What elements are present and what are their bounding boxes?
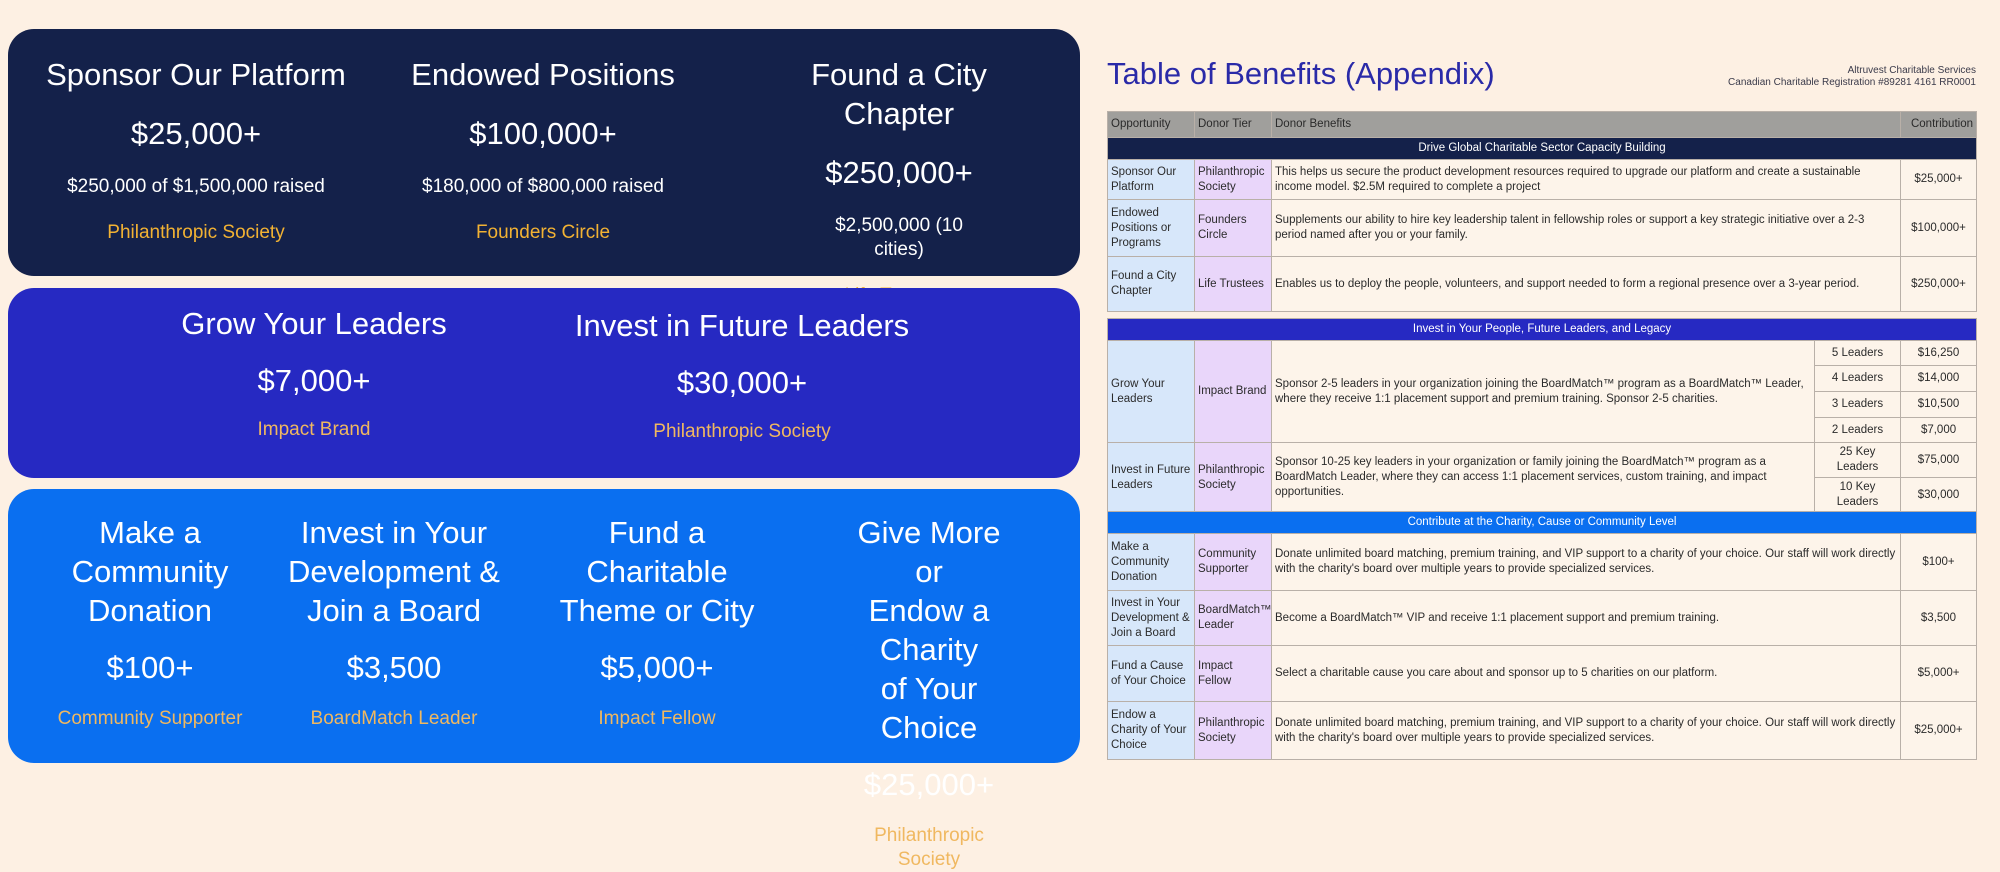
row-opportunity: Grow Your Leaders (1108, 341, 1195, 443)
card-title: Invest in Future Leaders (574, 308, 910, 343)
row-tier: Philanthropic Society (1195, 702, 1272, 760)
row-benefits: Sponsor 10-25 key leaders in your organization or family joining the BoardMatch™ program as a BoardMatch Leader, where they can access 1:1 placement services, custom training, and impact opportunities. (1272, 443, 1815, 513)
capacity-building-panel (8, 29, 1080, 276)
community-donation-card[interactable] (58, 513, 243, 731)
card-tier: Founders Circle (475, 222, 611, 243)
card-amount: $250,000+ (825, 155, 973, 190)
level-amount: $10,500 (1901, 392, 1977, 418)
level-amount: $30,000 (1901, 478, 1977, 513)
card-tier: Philanthropic Society (107, 222, 285, 243)
row-opportunity: Endow a Charity of Your Choice (1108, 702, 1195, 760)
level-label: 4 Leaders (1815, 366, 1901, 392)
card-tier: Philanthropic Society (874, 825, 984, 870)
level-label: 10 Key Leaders (1815, 478, 1901, 513)
row-opportunity: Make a Community Donation (1108, 534, 1195, 591)
card-title: Sponsor Our Platform (46, 57, 346, 92)
card-title-line: of Your Choice (880, 671, 978, 745)
row-benefits: Enables us to deploy the people, volunteers, and support needed to form a regional presence over a 3-year period. (1272, 257, 1901, 312)
card-title-line: Give More or (857, 515, 1001, 589)
benefits-table-community (1107, 511, 1977, 760)
row-tier: Community Supporter (1195, 534, 1272, 591)
org-name: Altruvest Charitable Services (1847, 65, 1976, 76)
row-opportunity: Invest in Future Leaders (1108, 443, 1195, 513)
card-title: Grow Your Leaders (181, 306, 447, 341)
section-heading-row (1108, 138, 1977, 160)
table-row (1108, 646, 1977, 702)
section-heading: Drive Global Charitable Sector Capacity Building (1108, 138, 1977, 160)
card-tier: Impact Brand (257, 419, 371, 440)
card-amount: $25,000+ (130, 116, 262, 151)
level-amount: $14,000 (1901, 366, 1977, 392)
card-title-line: Development & (288, 554, 500, 589)
table-row (1108, 702, 1977, 760)
row-contribution: $5,000+ (1901, 646, 1977, 702)
org-info (1728, 65, 1976, 89)
card-progress: $2,500,000 (10 cities) (835, 215, 963, 260)
benefits-table-leaders (1107, 318, 1977, 513)
level-amount: $16,250 (1901, 341, 1977, 366)
row-opportunity: Fund a Cause of Your Choice (1108, 646, 1195, 702)
row-tier: Philanthropic Society (1195, 443, 1272, 513)
row-benefits: Donate unlimited board matching, premium training, and VIP support to a charity of your choice. Our staff will work directly with the charity's board over multiple years to provide specialized services. (1272, 534, 1901, 591)
header-tier: Donor Tier (1195, 112, 1272, 138)
row-opportunity: Invest in Your Development & Join a Board (1108, 591, 1195, 646)
section-heading-row (1108, 512, 1977, 534)
table-row (1108, 160, 1977, 200)
row-tier: Founders Circle (1195, 200, 1272, 257)
card-title (854, 513, 1005, 747)
card-amount: $3,500 (346, 650, 442, 685)
row-tier: Impact Fellow (1195, 646, 1272, 702)
row-benefits: Supplements our ability to hire key leadership talent in fellowship roles or support a key strategic initiative over a 2-3 period named after you or your family. (1272, 200, 1901, 257)
table-row (1108, 534, 1977, 591)
level-label: 3 Leaders (1815, 392, 1901, 418)
table-row (1108, 200, 1977, 257)
table-row (1108, 257, 1977, 312)
card-title-line: Invest in Your (300, 515, 488, 550)
row-tier: BoardMatch™ Leader (1195, 591, 1272, 646)
appendix-title: Table of Benefits (Appendix) (1107, 56, 1495, 91)
card-tier: BoardMatch Leader (310, 708, 478, 729)
join-board-card[interactable] (288, 513, 500, 731)
card-title: Found a City Chapter (811, 57, 987, 131)
level-amount: $7,000 (1901, 418, 1977, 443)
table-row (1108, 591, 1977, 646)
grow-leaders-card[interactable] (181, 304, 446, 442)
card-title-line: Charitable (586, 554, 728, 589)
row-contribution: $250,000+ (1901, 257, 1977, 312)
card-title (560, 513, 755, 630)
level-label: 5 Leaders (1815, 341, 1901, 366)
row-opportunity: Found a City Chapter (1108, 257, 1195, 312)
level-label: 2 Leaders (1815, 418, 1901, 443)
card-title-line: Endow a Charity (868, 593, 990, 667)
card-title-line: Join a Board (306, 593, 482, 628)
community-panel (8, 489, 1080, 870)
row-benefits: Become a BoardMatch™ VIP and receive 1:1 placement support and premium training. (1272, 591, 1901, 646)
card-amount: $7,000+ (257, 363, 371, 398)
table-row (1108, 443, 1977, 478)
row-tier: Philanthropic Society (1195, 160, 1272, 200)
row-tier: Impact Brand (1195, 341, 1272, 443)
card-progress: $250,000 of $1,500,000 raised (67, 176, 325, 197)
card-amount: $5,000+ (600, 650, 714, 685)
row-opportunity: Sponsor Our Platform (1108, 160, 1195, 200)
future-leaders-panel (8, 288, 1080, 478)
card-progress: $180,000 of $800,000 raised (422, 176, 664, 197)
card-tier: Impact Fellow (598, 708, 716, 729)
row-benefits: Sponsor 2-5 leaders in your organization joining the BoardMatch™ program as a BoardMatch™ Leader, where they receive 1:1 placement support and premium training. Sponsor 2-5 charities. (1272, 341, 1815, 443)
card-amount: $30,000+ (676, 365, 808, 400)
card-title-line: Donation (87, 593, 213, 628)
card-tier: Community Supporter (57, 708, 243, 729)
header-benefits: Donor Benefits (1272, 112, 1901, 138)
org-registration: Canadian Charitable Registration #89281 4161 RR0001 (1728, 77, 1976, 88)
card-title-line: Community (71, 554, 229, 589)
card-amount: $25,000+ (863, 767, 995, 802)
row-contribution: $25,000+ (1901, 160, 1977, 200)
table-row (1108, 341, 1977, 366)
level-label: 25 Key Leaders (1815, 443, 1901, 478)
sponsor-platform-card[interactable] (46, 55, 346, 245)
row-contribution: $25,000+ (1901, 702, 1977, 760)
header-opportunity: Opportunity (1108, 112, 1195, 138)
row-tier: Life Trustees (1195, 257, 1272, 312)
benefits-table-capacity (1107, 111, 1977, 312)
header-contribution: Contribution (1901, 112, 1977, 138)
row-contribution: $100+ (1901, 534, 1977, 591)
row-benefits: This helps us secure the product development resources required to upgrade our platform and create a sustainable income model. $2.5M required to complete a project (1272, 160, 1901, 200)
card-title-line: Make a (99, 515, 201, 550)
card-title-line: Theme or City (559, 593, 755, 628)
charitable-theme-card[interactable] (560, 513, 755, 731)
section-heading: Invest in Your People, Future Leaders, and Legacy (1108, 319, 1977, 341)
card-title-line: Fund a (608, 515, 706, 550)
row-contribution: $3,500 (1901, 591, 1977, 646)
city-chapter-card[interactable] (809, 55, 990, 308)
row-benefits: Select a charitable cause you care about and sponsor up to 5 charities on our platform. (1272, 646, 1901, 702)
section-heading-row (1108, 319, 1977, 341)
row-contribution: $100,000+ (1901, 200, 1977, 257)
endowed-positions-card[interactable] (411, 55, 675, 245)
card-title (58, 513, 243, 630)
table-header-row (1108, 112, 1977, 138)
future-leaders-card[interactable] (575, 306, 909, 444)
row-benefits: Donate unlimited board matching, premium training, and VIP support to a charity of your choice. Our staff will work directly with the charity's board over multiple years to provide specialized services. (1272, 702, 1901, 760)
row-opportunity: Endowed Positions or Programs (1108, 200, 1195, 257)
card-tier: Philanthropic Society (653, 421, 831, 442)
card-title (288, 513, 500, 630)
card-amount: $100,000+ (469, 116, 617, 151)
level-amount: $75,000 (1901, 443, 1977, 478)
card-title: Endowed Positions (411, 57, 675, 92)
endow-charity-card[interactable] (854, 513, 1005, 872)
section-heading: Contribute at the Charity, Cause or Community Level (1108, 512, 1977, 534)
card-amount: $100+ (106, 650, 194, 685)
